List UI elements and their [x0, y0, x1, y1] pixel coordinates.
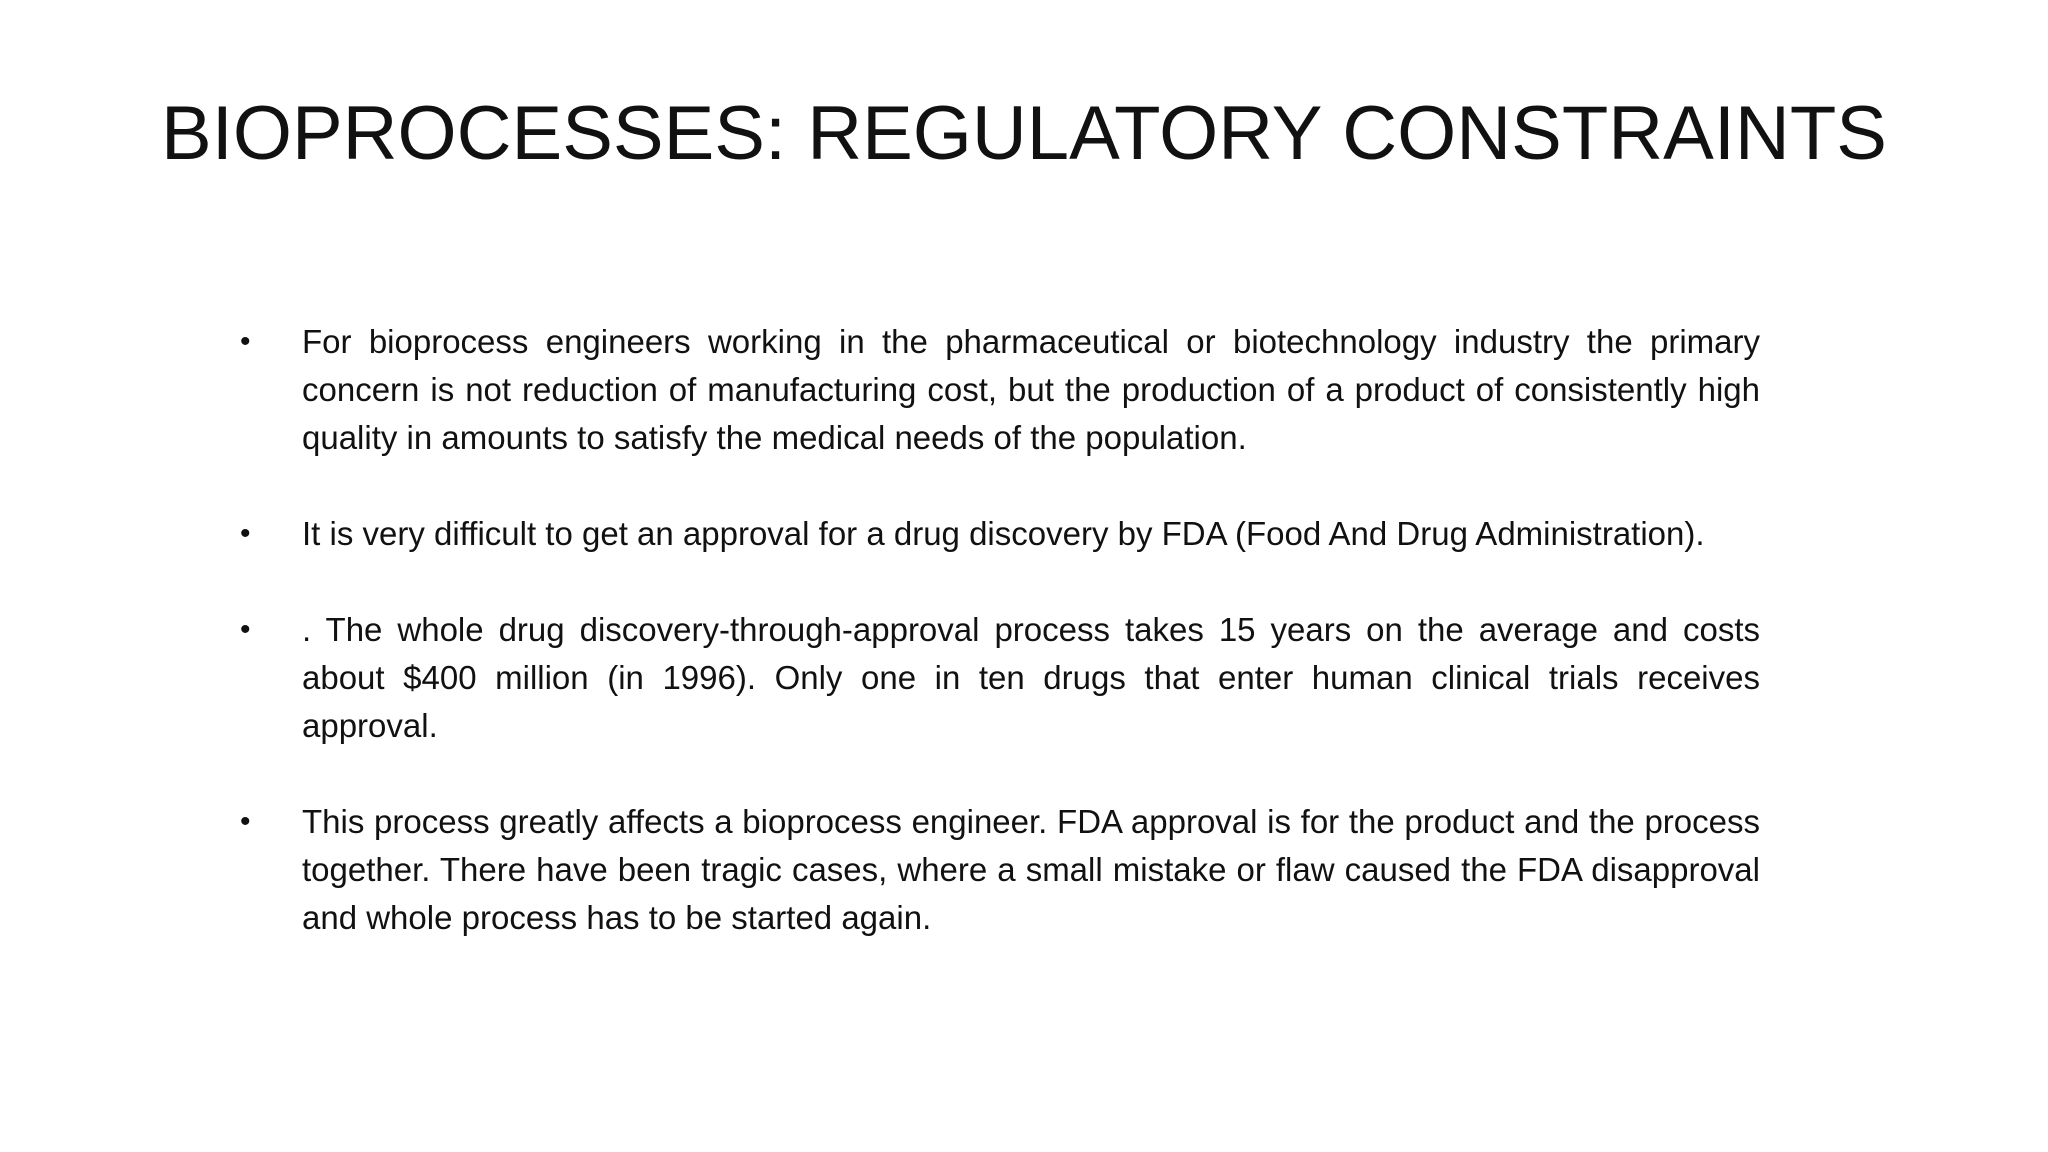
bullet-text: . The whole drug discovery-through-approval process takes 15 years on the average and costs about $400 million (in 1996). Only one in ten drugs that enter human clinical trials receives approval. — [302, 611, 1760, 744]
bullet-item — [232, 798, 1760, 942]
bullet-icon: • — [240, 613, 251, 646]
bullet-item — [232, 510, 1760, 558]
bullet-icon: • — [240, 805, 251, 838]
bullet-text: For bioprocess engineers working in the pharmaceutical or biotechnology industry the primary concern is not reduction of manufacturing cost, but the production of a product of consistently high quality in amounts to satisfy the medical needs of the population. — [302, 323, 1760, 456]
bullet-list — [232, 318, 1760, 990]
bullet-icon: • — [240, 517, 251, 550]
bullet-text: It is very difficult to get an approval for a drug discovery by FDA (Food And Drug Administration). — [302, 515, 1705, 552]
bullet-text: This process greatly affects a bioprocess engineer. FDA approval is for the product and the process together. There have been tragic cases, where a small mistake or flaw caused the FDA disapproval and whole process has to be started again. — [302, 803, 1760, 936]
bullet-item — [232, 318, 1760, 462]
slide-title: BIOPROCESSES: REGULATORY CONSTRAINTS — [161, 91, 1887, 176]
bullet-icon: • — [240, 325, 251, 358]
bullet-item — [232, 606, 1760, 750]
